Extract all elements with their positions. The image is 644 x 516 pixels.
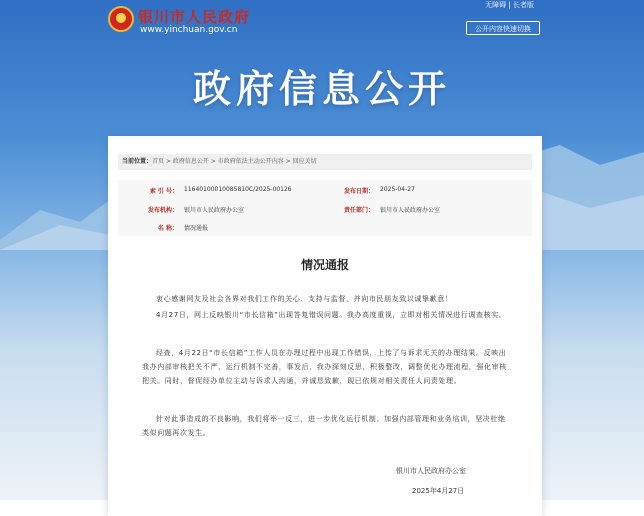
breadcrumb-sep: >: [283, 158, 293, 165]
breadcrumb: [118, 154, 532, 170]
title-value: 情况通报: [184, 225, 209, 232]
breadcrumb-item-info-public[interactable]: 政府信息公开: [172, 158, 209, 165]
breadcrumb-item-home[interactable]: 首页: [152, 158, 165, 165]
date-value: 2025-04-27: [380, 186, 415, 193]
index-value: 11640100010085810C/2025-00126: [184, 186, 292, 193]
responsible-value: 银川市人民政府办公室: [380, 207, 441, 214]
article-paragraph: 衷心感谢网友及社会各界对我们工作的关心、支持与监督，并向市民朋友致以诚挚歉意！: [156, 295, 453, 303]
breadcrumb-sep: >: [164, 158, 173, 165]
article-paragraph: 针对此事造成的不良影响，我们将举一反三，进一步优化运行机制、加强内部管理和业务培训，坚决杜绝类似问题再次发生。: [142, 415, 506, 437]
top-bar: [0, 0, 644, 52]
index-label: 索 引 号：: [149, 188, 178, 195]
article-paragraph: 4月27日，网上反映银川“市长信箱”出现答复错误问题。我办高度重视，立即对相关情况进行调查核实。: [156, 311, 507, 319]
banner-title: 政府信息公开: [192, 67, 451, 111]
breadcrumb-item-active-disclosure[interactable]: 市政府依法主动公开内容: [217, 158, 284, 165]
accessibility-link[interactable]: 无障碍: [485, 1, 507, 9]
site-url: www.yinchuan.gov.cn: [140, 25, 238, 35]
breadcrumb-item-response[interactable]: 回应关切: [292, 158, 317, 165]
publisher-value: 银川市人民政府办公室: [184, 207, 245, 214]
article-panel: [108, 136, 542, 516]
link-separator: |: [508, 1, 511, 9]
metadata-table: [118, 180, 532, 236]
article-paragraph: 经查，4月22日“市长信箱”工作人员在办理过程中出现工作错误，上传了与诉求无关的办理结果。反映出我办内部审核把关不严，运行机制不完善，事发后，我办深刻反思，积极整改，调整优化办理流程，强化审核把关。同时，督促经办单位主动与诉求人沟通，并诚恳致歉，现已依规对相关责任人问责处理。: [142, 349, 507, 385]
national-emblem-icon: [108, 6, 134, 32]
publisher-label: 发布机构：: [147, 207, 178, 214]
breadcrumb-label: 当前位置：: [122, 158, 153, 165]
date-label: 发布日期：: [343, 188, 374, 195]
breadcrumb-sep: >: [208, 158, 218, 165]
quick-switch-button[interactable]: 公开内容快速切换: [466, 21, 540, 35]
elder-mode-link[interactable]: 长者版: [513, 1, 534, 9]
title-label: 名 称：: [157, 225, 178, 232]
top-links: [485, 0, 534, 10]
responsible-label: 责任部门：: [343, 207, 374, 214]
article-title: 情况通报: [300, 258, 349, 272]
sign-date: 2025年4月27日: [412, 487, 465, 495]
site-name[interactable]: 银川市人民政府: [138, 8, 251, 26]
signature: 银川市人民政府办公室: [396, 467, 466, 475]
